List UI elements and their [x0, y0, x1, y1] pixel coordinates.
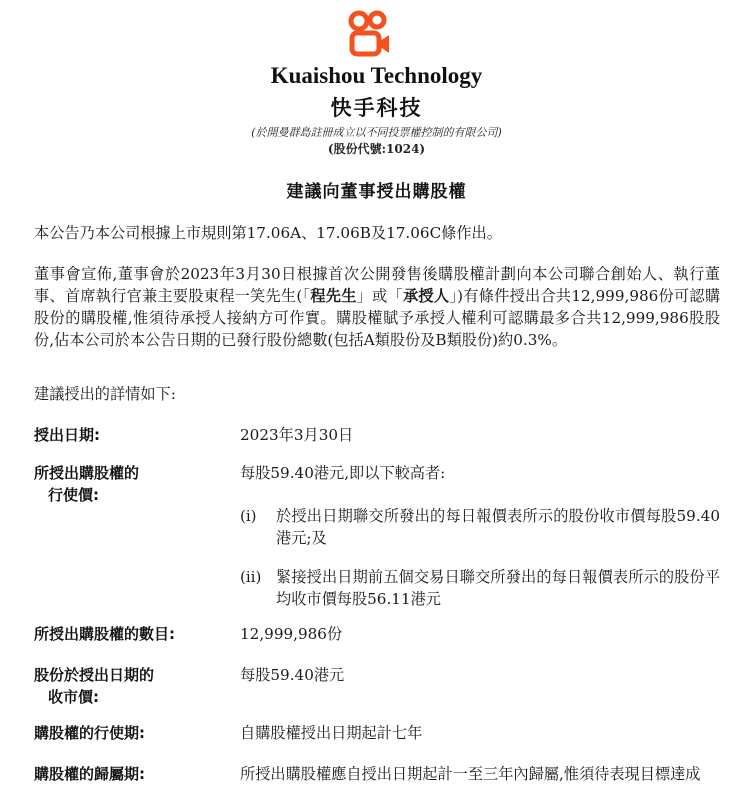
paragraph-text: 董事會宣佈,董事會於2023年3月30日根據首次公開發售後購股權計劃向本公司聯合創始人、執行董事、首席執行官兼主要股東程一笑先生(「: [34, 265, 720, 305]
incorporation-note: (於開曼群島註冊成立以不同投票權控制的有限公司): [251, 126, 502, 139]
closing-price-value: 每股59.40港元: [240, 666, 345, 684]
grant-date-label: 授出日期:: [34, 426, 100, 444]
vesting-period-label: 購股權的歸屬期:: [34, 765, 145, 783]
stock-code: (股份代號:1024): [327, 142, 426, 156]
company-name-zh: 快手科技: [330, 96, 423, 120]
number-granted-label: 所授出購股權的數目:: [34, 625, 175, 643]
exercise-price-item-number: (ii): [240, 568, 262, 586]
announcement-paragraph: [34, 263, 720, 351]
grant-date-value: 2023年3月30日: [240, 426, 354, 444]
exercise-price-item-text: 緊接授出日期前五個交易日聯交所發出的每日報價表所示的股份平均收市價每股56.11港元: [276, 568, 720, 608]
number-granted-value: 12,999,986份: [240, 625, 343, 643]
closing-price-label-line2: 收市價:: [48, 688, 99, 706]
exercise-price-item-number: (i): [240, 507, 257, 525]
option-period-value: 自購股權授出日期起計七年: [240, 724, 423, 742]
exercise-price-value: 每股59.40港元,即以下較高者:: [240, 464, 446, 482]
details-intro: 建議授出的詳情如下:: [34, 385, 176, 403]
company-name-en: Kuaishou Technology: [270, 63, 483, 88]
exercise-price-label-line1: 所授出購股權的: [34, 464, 140, 482]
defined-term-mr-cheng: 程先生: [310, 287, 357, 305]
announcement-title: 建議向董事授出購股權: [286, 182, 467, 202]
paragraph-text: 」或「: [356, 287, 403, 305]
defined-term-grantee: 承授人: [403, 287, 450, 305]
option-period-label: 購股權的行使期:: [34, 724, 145, 742]
intro-paragraph: 本公告乃本公司根據上市規則第17.06A、17.06B及17.06C條作出。: [34, 224, 502, 242]
closing-price-label-line1: 股份於授出日期的: [34, 666, 155, 684]
paragraph-text: 」)有條件授出合共12,999,986份可認購股份的購股權,惟須待承授人接納方可作實。購股權賦予承授人權利可認購最多合共12,999,986股股份,佔本公司於本公告日期的已發行股份總數(包括A類股份及B類股份)約0.3%。: [34, 287, 721, 349]
exercise-price-item-text: 於授出日期聯交所發出的每日報價表所示的股份收市價每股59.40港元;及: [276, 507, 720, 547]
vesting-period-value: 所授出購股權應自授出日期起計一至三年內歸屬,惟須待表現目標達成: [240, 765, 701, 783]
exercise-price-label-line2: 行使價:: [48, 486, 99, 504]
kuaishou-logo-icon: [346, 10, 392, 58]
